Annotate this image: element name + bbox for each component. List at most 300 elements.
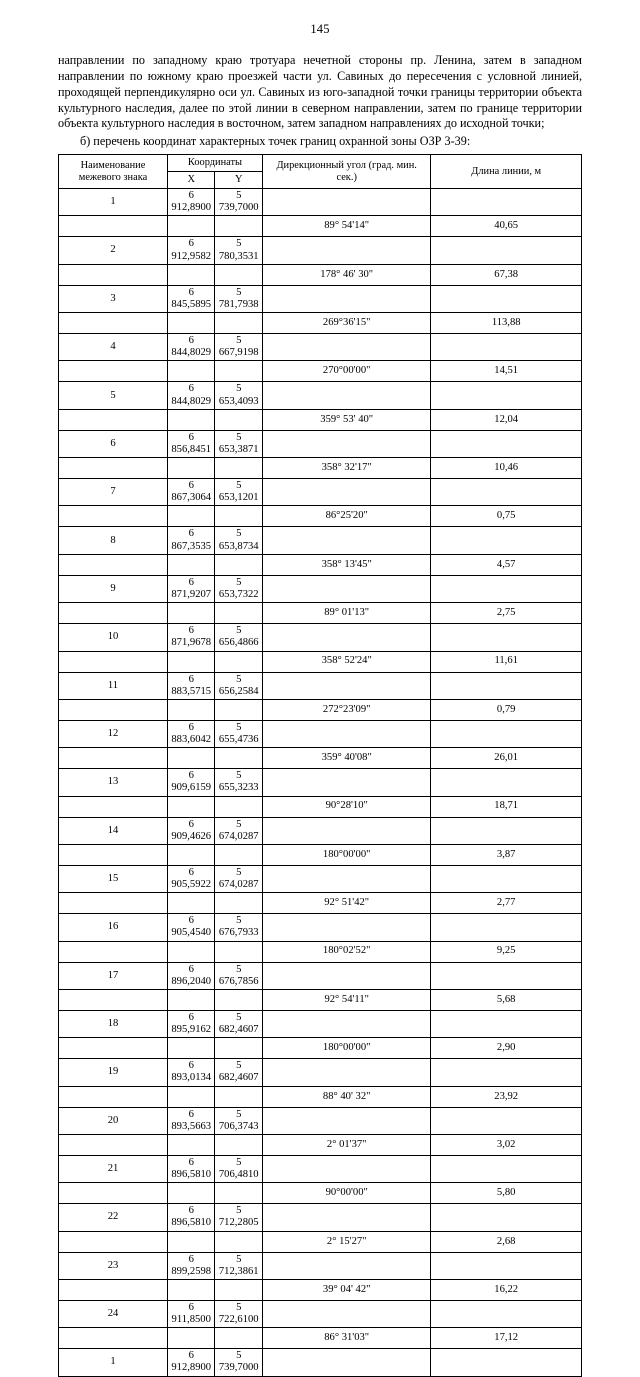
table-row-point (59, 1107, 582, 1134)
cell-coordinate-y: 5 676,7856 (215, 962, 263, 989)
cell-x-empty (167, 893, 215, 914)
table-row-point (59, 1300, 582, 1327)
cell-coordinate-x: 6 895,9162 (167, 1010, 215, 1037)
table-row-point (59, 1204, 582, 1231)
cell-coordinate-y: 5 739,7000 (215, 1349, 263, 1376)
cell-direction-empty (263, 527, 431, 554)
cell-coordinate-y: 5 682,4607 (215, 1010, 263, 1037)
cell-length-empty (431, 1155, 582, 1182)
paragraph-body-text: направлении по западному краю тротуара нечетной стороны пр. Ленина, затем в западном направлении по южному краю проезжей части ул. Савиных до пересечения с условной линией, проходящей перпендикулярно оси ул. Савиных из юго-западной точки границы территории объекта культурного наследия, далее по этой линии в северном направлении, затем по границе территории объекта культурного наследия в восточном, затем западном направлениях до исходной точки; (58, 53, 582, 131)
cell-length-empty (431, 527, 582, 554)
cell-coordinate-y: 5 656,4866 (215, 624, 263, 651)
cell-coordinate-y: 5 780,3531 (215, 237, 263, 264)
cell-marker-empty (59, 506, 168, 527)
table-row-point (59, 1059, 582, 1086)
cell-marker-empty (59, 941, 168, 962)
cell-x-empty (167, 1134, 215, 1155)
table-row-segment (59, 1231, 582, 1252)
cell-line-length: 5,68 (431, 989, 582, 1010)
cell-marker-name: 20 (59, 1107, 168, 1134)
cell-marker-empty (59, 458, 168, 479)
cell-coordinate-x: 6 912,9582 (167, 237, 215, 264)
table-row-point (59, 1349, 582, 1376)
cell-marker-empty (59, 1086, 168, 1107)
cell-coordinate-x: 6 896,5810 (167, 1155, 215, 1182)
cell-y-empty (215, 1086, 263, 1107)
cell-marker-empty (59, 748, 168, 769)
cell-direction-angle: 270°00'00" (263, 361, 431, 382)
cell-direction-angle: 180°02'52" (263, 941, 431, 962)
table-row-segment (59, 506, 582, 527)
header-line-length: Длина линии, м (431, 155, 582, 189)
cell-length-empty (431, 285, 582, 312)
cell-x-empty (167, 313, 215, 334)
cell-length-empty (431, 624, 582, 651)
cell-line-length: 23,92 (431, 1086, 582, 1107)
cell-coordinate-y: 5 676,7933 (215, 914, 263, 941)
cell-direction-angle: 358° 32'17" (263, 458, 431, 479)
cell-direction-angle: 180°00'00" (263, 1038, 431, 1059)
cell-coordinate-y: 5 674,0287 (215, 817, 263, 844)
cell-coordinate-y: 5 781,7938 (215, 285, 263, 312)
table-row-segment (59, 844, 582, 865)
table-row-segment (59, 1134, 582, 1155)
cell-direction-empty (263, 1349, 431, 1376)
cell-direction-empty (263, 1204, 431, 1231)
cell-marker-empty (59, 699, 168, 720)
cell-y-empty (215, 216, 263, 237)
cell-direction-empty (263, 817, 431, 844)
cell-x-empty (167, 1231, 215, 1252)
table-row-segment (59, 989, 582, 1010)
cell-y-empty (215, 1134, 263, 1155)
cell-y-empty (215, 313, 263, 334)
cell-direction-empty (263, 1155, 431, 1182)
cell-marker-name: 17 (59, 962, 168, 989)
cell-marker-name: 10 (59, 624, 168, 651)
cell-length-empty (431, 1204, 582, 1231)
cell-line-length: 0,79 (431, 699, 582, 720)
cell-x-empty (167, 844, 215, 865)
cell-direction-angle: 178° 46' 30" (263, 264, 431, 285)
cell-length-empty (431, 1349, 582, 1376)
table-row-point (59, 769, 582, 796)
table-row-point (59, 624, 582, 651)
cell-direction-empty (263, 914, 431, 941)
cell-line-length: 2,75 (431, 603, 582, 624)
cell-y-empty (215, 1231, 263, 1252)
cell-marker-name: 4 (59, 334, 168, 361)
cell-marker-name: 23 (59, 1252, 168, 1279)
cell-length-empty (431, 1059, 582, 1086)
table-row-point (59, 334, 582, 361)
table-row-segment (59, 361, 582, 382)
table-row-point (59, 285, 582, 312)
cell-line-length: 0,75 (431, 506, 582, 527)
cell-line-length: 17,12 (431, 1328, 582, 1349)
cell-marker-name: 14 (59, 817, 168, 844)
cell-marker-name: 5 (59, 382, 168, 409)
cell-length-empty (431, 382, 582, 409)
cell-direction-angle: 92° 54'11" (263, 989, 431, 1010)
cell-coordinate-y: 5 706,4810 (215, 1155, 263, 1182)
cell-line-length: 2,77 (431, 893, 582, 914)
table-row-segment (59, 796, 582, 817)
cell-marker-name: 18 (59, 1010, 168, 1037)
cell-length-empty (431, 430, 582, 457)
cell-marker-empty (59, 1279, 168, 1300)
cell-marker-empty (59, 1134, 168, 1155)
cell-marker-name: 2 (59, 237, 168, 264)
table-row-segment (59, 313, 582, 334)
cell-line-length: 67,38 (431, 264, 582, 285)
cell-x-empty (167, 409, 215, 430)
cell-direction-angle: 358° 13'45" (263, 554, 431, 575)
cell-marker-empty (59, 844, 168, 865)
cell-marker-empty (59, 1183, 168, 1204)
cell-coordinate-y: 5 653,1201 (215, 479, 263, 506)
page-number: 145 (310, 22, 330, 36)
cell-marker-empty (59, 1038, 168, 1059)
table-row-segment (59, 1086, 582, 1107)
table-row-segment (59, 893, 582, 914)
cell-x-empty (167, 748, 215, 769)
cell-length-empty (431, 817, 582, 844)
cell-marker-name: 24 (59, 1300, 168, 1327)
table-row-segment (59, 458, 582, 479)
cell-y-empty (215, 1328, 263, 1349)
table-row-segment (59, 1183, 582, 1204)
cell-coordinate-y: 5 674,0287 (215, 865, 263, 892)
cell-line-length: 113,88 (431, 313, 582, 334)
cell-line-length: 10,46 (431, 458, 582, 479)
cell-coordinate-x: 6 893,5663 (167, 1107, 215, 1134)
cell-marker-name: 19 (59, 1059, 168, 1086)
cell-x-empty (167, 458, 215, 479)
table-row-point (59, 962, 582, 989)
cell-marker-name: 7 (59, 479, 168, 506)
cell-direction-empty (263, 237, 431, 264)
cell-marker-empty (59, 264, 168, 285)
cell-direction-empty (263, 962, 431, 989)
cell-y-empty (215, 1038, 263, 1059)
cell-coordinate-x: 6 912,8900 (167, 1349, 215, 1376)
table-row-point (59, 479, 582, 506)
cell-x-empty (167, 796, 215, 817)
cell-direction-empty (263, 769, 431, 796)
cell-marker-empty (59, 989, 168, 1010)
cell-marker-name: 1 (59, 1349, 168, 1376)
coordinates-table (58, 154, 582, 1377)
cell-direction-angle: 88° 40' 32" (263, 1086, 431, 1107)
cell-coordinate-x: 6 867,3535 (167, 527, 215, 554)
table-row-segment (59, 941, 582, 962)
cell-direction-empty (263, 479, 431, 506)
header-coordinate-x: X (167, 172, 215, 189)
cell-y-empty (215, 1279, 263, 1300)
cell-y-empty (215, 361, 263, 382)
table-row-segment (59, 603, 582, 624)
cell-length-empty (431, 769, 582, 796)
cell-y-empty (215, 844, 263, 865)
table-row-point (59, 575, 582, 602)
cell-coordinate-x: 6 871,9207 (167, 575, 215, 602)
table-row-point (59, 817, 582, 844)
cell-marker-empty (59, 216, 168, 237)
cell-coordinate-y: 5 667,9198 (215, 334, 263, 361)
cell-marker-name: 22 (59, 1204, 168, 1231)
cell-coordinate-x: 6 883,5715 (167, 672, 215, 699)
table-row-segment (59, 1279, 582, 1300)
cell-y-empty (215, 941, 263, 962)
cell-direction-angle: 90°00'00" (263, 1183, 431, 1204)
table-row-point (59, 865, 582, 892)
cell-x-empty (167, 1038, 215, 1059)
cell-line-length: 2,90 (431, 1038, 582, 1059)
header-marker-name: Наименование межевого знака (59, 155, 168, 189)
table-row-segment (59, 1038, 582, 1059)
cell-x-empty (167, 361, 215, 382)
cell-marker-name: 12 (59, 720, 168, 747)
cell-line-length: 12,04 (431, 409, 582, 430)
cell-direction-angle: 2° 15'27" (263, 1231, 431, 1252)
cell-y-empty (215, 651, 263, 672)
table-row-point (59, 1252, 582, 1279)
cell-marker-name: 8 (59, 527, 168, 554)
cell-direction-angle: 2° 01'37" (263, 1134, 431, 1155)
cell-direction-empty (263, 334, 431, 361)
table-header-row-1 (59, 155, 582, 172)
cell-direction-angle: 86°25'20" (263, 506, 431, 527)
cell-line-length: 26,01 (431, 748, 582, 769)
cell-marker-name: 16 (59, 914, 168, 941)
cell-line-length: 16,22 (431, 1279, 582, 1300)
cell-marker-empty (59, 361, 168, 382)
cell-line-length: 3,87 (431, 844, 582, 865)
cell-direction-empty (263, 1010, 431, 1037)
table-row-point (59, 914, 582, 941)
cell-y-empty (215, 796, 263, 817)
cell-coordinate-y: 5 682,4607 (215, 1059, 263, 1086)
table-row-point (59, 189, 582, 216)
cell-marker-name: 3 (59, 285, 168, 312)
cell-length-empty (431, 237, 582, 264)
cell-direction-empty (263, 285, 431, 312)
cell-x-empty (167, 941, 215, 962)
cell-coordinate-x: 6 912,8900 (167, 189, 215, 216)
cell-coordinate-y: 5 653,7322 (215, 575, 263, 602)
cell-coordinate-y: 5 655,3233 (215, 769, 263, 796)
cell-length-empty (431, 1300, 582, 1327)
cell-x-empty (167, 651, 215, 672)
table-row-segment (59, 554, 582, 575)
cell-direction-empty (263, 720, 431, 747)
cell-marker-name: 11 (59, 672, 168, 699)
cell-coordinate-x: 6 905,4540 (167, 914, 215, 941)
table-row-point (59, 672, 582, 699)
cell-marker-empty (59, 313, 168, 334)
cell-y-empty (215, 699, 263, 720)
cell-x-empty (167, 699, 215, 720)
cell-direction-empty (263, 382, 431, 409)
cell-y-empty (215, 1183, 263, 1204)
cell-marker-empty (59, 409, 168, 430)
cell-coordinate-x: 6 844,8029 (167, 382, 215, 409)
cell-line-length: 9,25 (431, 941, 582, 962)
cell-direction-angle: 269°36'15" (263, 313, 431, 334)
cell-coordinate-x: 6 845,5895 (167, 285, 215, 312)
cell-x-empty (167, 506, 215, 527)
cell-coordinate-y: 5 653,4093 (215, 382, 263, 409)
cell-length-empty (431, 575, 582, 602)
cell-direction-angle: 180°00'00" (263, 844, 431, 865)
cell-direction-empty (263, 672, 431, 699)
cell-x-empty (167, 1328, 215, 1349)
cell-line-length: 11,61 (431, 651, 582, 672)
cell-y-empty (215, 748, 263, 769)
cell-coordinate-y: 5 712,3861 (215, 1252, 263, 1279)
table-header (59, 155, 582, 189)
cell-direction-empty (263, 430, 431, 457)
cell-x-empty (167, 989, 215, 1010)
paragraph-list-item-b: б) перечень координат характерных точек границ охранной зоны ОЗР 3-39: (80, 134, 471, 149)
cell-coordinate-y: 5 739,7000 (215, 189, 263, 216)
cell-coordinate-x: 6 883,6042 (167, 720, 215, 747)
cell-direction-angle: 272°23'09" (263, 699, 431, 720)
table-row-segment (59, 409, 582, 430)
cell-x-empty (167, 554, 215, 575)
cell-direction-empty (263, 1107, 431, 1134)
cell-marker-name: 6 (59, 430, 168, 457)
cell-y-empty (215, 506, 263, 527)
cell-direction-angle: 39° 04' 42" (263, 1279, 431, 1300)
cell-coordinate-y: 5 706,3743 (215, 1107, 263, 1134)
table-row-segment (59, 1328, 582, 1349)
cell-line-length: 3,02 (431, 1134, 582, 1155)
cell-x-empty (167, 216, 215, 237)
cell-coordinate-x: 6 899,2598 (167, 1252, 215, 1279)
cell-x-empty (167, 1183, 215, 1204)
cell-direction-empty (263, 189, 431, 216)
cell-x-empty (167, 1086, 215, 1107)
cell-length-empty (431, 1252, 582, 1279)
cell-marker-name: 15 (59, 865, 168, 892)
cell-line-length: 40,65 (431, 216, 582, 237)
table-row-segment (59, 264, 582, 285)
cell-coordinate-x: 6 909,6159 (167, 769, 215, 796)
cell-direction-angle: 89° 01'13" (263, 603, 431, 624)
table-row-segment (59, 699, 582, 720)
cell-coordinate-x: 6 844,8029 (167, 334, 215, 361)
table-row-point (59, 237, 582, 264)
table-row-point (59, 527, 582, 554)
cell-direction-angle: 359° 40'08" (263, 748, 431, 769)
cell-length-empty (431, 1010, 582, 1037)
cell-line-length: 5,80 (431, 1183, 582, 1204)
cell-line-length: 14,51 (431, 361, 582, 382)
cell-direction-angle: 90°28'10" (263, 796, 431, 817)
cell-direction-empty (263, 624, 431, 651)
cell-direction-angle: 358° 52'24" (263, 651, 431, 672)
cell-coordinate-y: 5 712,2805 (215, 1204, 263, 1231)
table-row-segment (59, 651, 582, 672)
header-coordinate-y: Y (215, 172, 263, 189)
cell-length-empty (431, 865, 582, 892)
cell-marker-empty (59, 651, 168, 672)
cell-coordinate-y: 5 653,8734 (215, 527, 263, 554)
cell-marker-empty (59, 554, 168, 575)
cell-marker-empty (59, 1328, 168, 1349)
header-coordinates: Координаты (167, 155, 262, 172)
cell-coordinate-y: 5 655,4736 (215, 720, 263, 747)
cell-marker-name: 13 (59, 769, 168, 796)
cell-marker-empty (59, 893, 168, 914)
table-row-point (59, 382, 582, 409)
cell-line-length: 4,57 (431, 554, 582, 575)
table-body (59, 189, 582, 1377)
cell-coordinate-y: 5 722,6100 (215, 1300, 263, 1327)
cell-direction-empty (263, 1252, 431, 1279)
cell-x-empty (167, 603, 215, 624)
cell-coordinate-x: 6 909,4626 (167, 817, 215, 844)
cell-line-length: 2,68 (431, 1231, 582, 1252)
cell-length-empty (431, 189, 582, 216)
cell-length-empty (431, 720, 582, 747)
cell-coordinate-y: 5 653,3871 (215, 430, 263, 457)
cell-marker-empty (59, 603, 168, 624)
cell-direction-angle: 86° 31'03" (263, 1328, 431, 1349)
cell-coordinate-x: 6 896,2040 (167, 962, 215, 989)
header-direction-angle: Дирекционный угол (град. мин. сек.) (263, 155, 431, 189)
table-row-point (59, 720, 582, 747)
cell-coordinate-x: 6 867,3064 (167, 479, 215, 506)
cell-y-empty (215, 893, 263, 914)
cell-coordinate-x: 6 911,8500 (167, 1300, 215, 1327)
cell-direction-empty (263, 1059, 431, 1086)
cell-length-empty (431, 334, 582, 361)
cell-direction-empty (263, 575, 431, 602)
cell-y-empty (215, 458, 263, 479)
cell-length-empty (431, 1107, 582, 1134)
cell-x-empty (167, 1279, 215, 1300)
cell-direction-angle: 359° 53' 40" (263, 409, 431, 430)
cell-coordinate-x: 6 905,5922 (167, 865, 215, 892)
cell-coordinate-x: 6 856,8451 (167, 430, 215, 457)
cell-length-empty (431, 962, 582, 989)
cell-length-empty (431, 914, 582, 941)
table-row-segment (59, 748, 582, 769)
cell-y-empty (215, 554, 263, 575)
cell-line-length: 18,71 (431, 796, 582, 817)
cell-direction-angle: 89° 54'14" (263, 216, 431, 237)
cell-coordinate-x: 6 896,5810 (167, 1204, 215, 1231)
table-row-point (59, 1155, 582, 1182)
cell-direction-angle: 92° 51'42" (263, 893, 431, 914)
cell-y-empty (215, 989, 263, 1010)
cell-direction-empty (263, 1300, 431, 1327)
cell-direction-empty (263, 865, 431, 892)
table-row-point (59, 1010, 582, 1037)
cell-y-empty (215, 264, 263, 285)
cell-marker-empty (59, 796, 168, 817)
cell-y-empty (215, 409, 263, 430)
cell-length-empty (431, 672, 582, 699)
cell-marker-empty (59, 1231, 168, 1252)
table-row-point (59, 430, 582, 457)
cell-coordinate-y: 5 656,2584 (215, 672, 263, 699)
cell-marker-name: 1 (59, 189, 168, 216)
cell-coordinate-x: 6 893,0134 (167, 1059, 215, 1086)
